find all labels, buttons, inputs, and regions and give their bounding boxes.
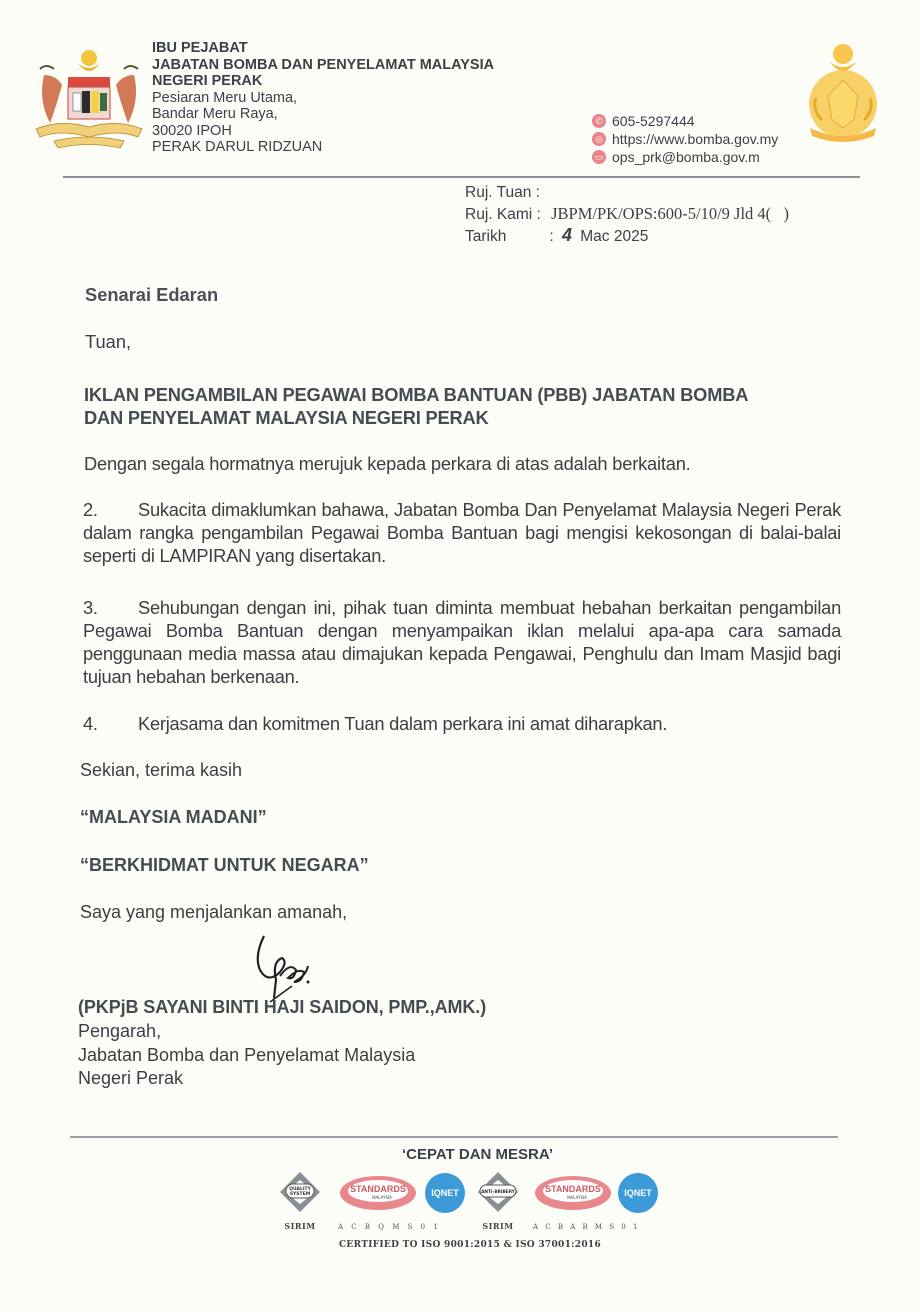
paragraph-text: Sehubungan dengan ini, pihak tuan diminta membuat hebahan berkaitan pengambilan Pegawai Bomba Bantuan dengan menyampaikan iklan melalui apa-apa cara samada penggunaan media massa atau dimajukan kepada Pengawai, Penghulu dan Imam Masjid bagi tujuan hebahan berkenaan. [83,597,841,687]
signatory-name: (PKPjB SAYANI BINTI HAJI SAIDON, PMP.,AMK.) [78,997,487,1017]
office-line: JABATAN BOMBA DAN PENYELAMAT MALAYSIA [152,56,495,73]
paragraph-4 [83,712,841,735]
svg-text:IQNET: IQNET [624,1188,652,1198]
tarikh-month-year: Mac 2025 [580,228,649,245]
ruj-tuan-label: Ruj. Tuan : [465,184,540,201]
paragraph-2 [83,498,841,567]
ruj-kami-row [465,203,789,225]
mail-icon: ▭ [592,150,606,164]
sign-off: Saya yang menjalankan amanah, [80,902,348,922]
contact-block [592,112,778,166]
globe-icon: ◎ [592,132,606,146]
iqnet-badge [617,1172,659,1219]
reference-block [465,182,789,247]
contact-website[interactable] [592,130,778,148]
tarikh-separator: : [549,228,554,245]
closing: Sekian, terima kasih [80,760,243,780]
svg-text:ANTI-BRIBERY: ANTI-BRIBERY [481,1190,515,1195]
office-line: NEGERI PERAK [152,73,263,89]
paragraph-1: Dengan segala hormatnya merujuk kepada perkara di atas adalah berkaitan. [84,453,691,474]
contact-email[interactable] [592,148,778,166]
footer-divider [70,1136,838,1138]
svg-text:MALAYSIA: MALAYSIA [372,1195,392,1200]
paragraph-number: 4. [83,713,98,734]
phone-icon: ✆ [592,114,606,128]
badge-label: SIRIM [284,1221,316,1231]
footer-motto: ‘CEPAT DAN MESRA’ [401,1146,554,1163]
paragraph-number: 3. [83,597,98,618]
paragraph-text: Kerjasama dan komitmen Tuan dalam perkara ini amat diharapkan. [138,713,668,734]
address-line: Bandar Meru Raya, [152,106,278,122]
email-link[interactable]: ops_prk@bomba.gov.m [612,149,760,165]
tarikh-day-handwritten: 4 [561,225,572,245]
sirim-anti-bribery-badge [476,1170,520,1231]
signatory-state: Negeri Perak [78,1068,184,1088]
office-header [152,40,494,156]
coat-of-arms-logo [30,45,148,157]
paragraph-3 [83,596,841,688]
iso-certification: CERTIFIED TO ISO 9001:2015 & ISO 37001:2016 [338,1240,602,1250]
badge-label: SIRIM [482,1221,514,1231]
salutation: Tuan, [85,331,132,352]
ruj-kami-value: JBPM/PK/OPS:600-5/10/9 Jld 4( ) [551,204,790,223]
address-line: 30020 IPOH [152,122,232,139]
website-link[interactable]: https://www.bomba.gov.my [612,131,779,147]
sirim-quality-badge [278,1170,322,1231]
paragraph-number: 2. [83,499,98,520]
header-divider [63,176,860,178]
ruj-tuan-row [465,182,789,203]
svg-text:STANDARDS: STANDARDS [545,1184,601,1194]
iqnet-badge [424,1172,466,1219]
tarikh-row [465,225,789,247]
recipient: Senarai Edaran [85,284,219,305]
standards-malaysia-badge [338,1174,441,1231]
address-line: Pesiaran Meru Utama, [152,89,298,106]
svg-text:STANDARDS: STANDARDS [350,1184,406,1194]
slogan-berkhidmat: “BERKHIDMAT UNTUK NEGARA” [80,855,369,875]
paragraph-text: Sukacita dimaklumkan bahawa, Jabatan Bomba Dan Penyelamat Malaysia Negeri Perak dalam rangka pengambilan Pegawai Bomba Bantuan bagi mengisi kekosongan di balai-balai seperti di LAMPIRAN yang disertakan. [83,499,841,566]
contact-phone [592,112,778,130]
svg-text:IQNET: IQNET [431,1188,459,1198]
svg-text:SYSTEM: SYSTEM [289,1192,311,1197]
office-line: IBU PEJABAT [152,40,248,56]
accreditation-code: A C B A B M S 0 1 [533,1223,640,1231]
certification-badges [278,1170,668,1232]
accreditation-code: A C B Q M S 0 1 [338,1223,441,1231]
bomba-crest-logo [798,40,888,148]
address-line: PERAK DARUL RIDZUAN [152,139,323,155]
signatory-org: Jabatan Bomba dan Penyelamat Malaysia [78,1045,416,1065]
subject-heading [84,383,844,429]
svg-text:QUALITY: QUALITY [289,1187,311,1192]
subject-line: IKLAN PENGAMBILAN PEGAWAI BOMBA BANTUAN (PBB) JABATAN BOMBA [84,384,749,405]
phone-text: 605-5297444 [612,113,695,129]
tarikh-label: Tarikh [465,228,507,245]
signatory-title: Pengarah, [78,1021,162,1041]
subject-line: DAN PENYELAMAT MALAYSIA NEGERI PERAK [84,407,489,428]
svg-text:MALAYSIA: MALAYSIA [567,1195,587,1200]
ruj-kami-label: Ruj. Kami : [465,206,541,223]
slogan-malaysia-madani: “MALAYSIA MADANI” [80,807,267,827]
